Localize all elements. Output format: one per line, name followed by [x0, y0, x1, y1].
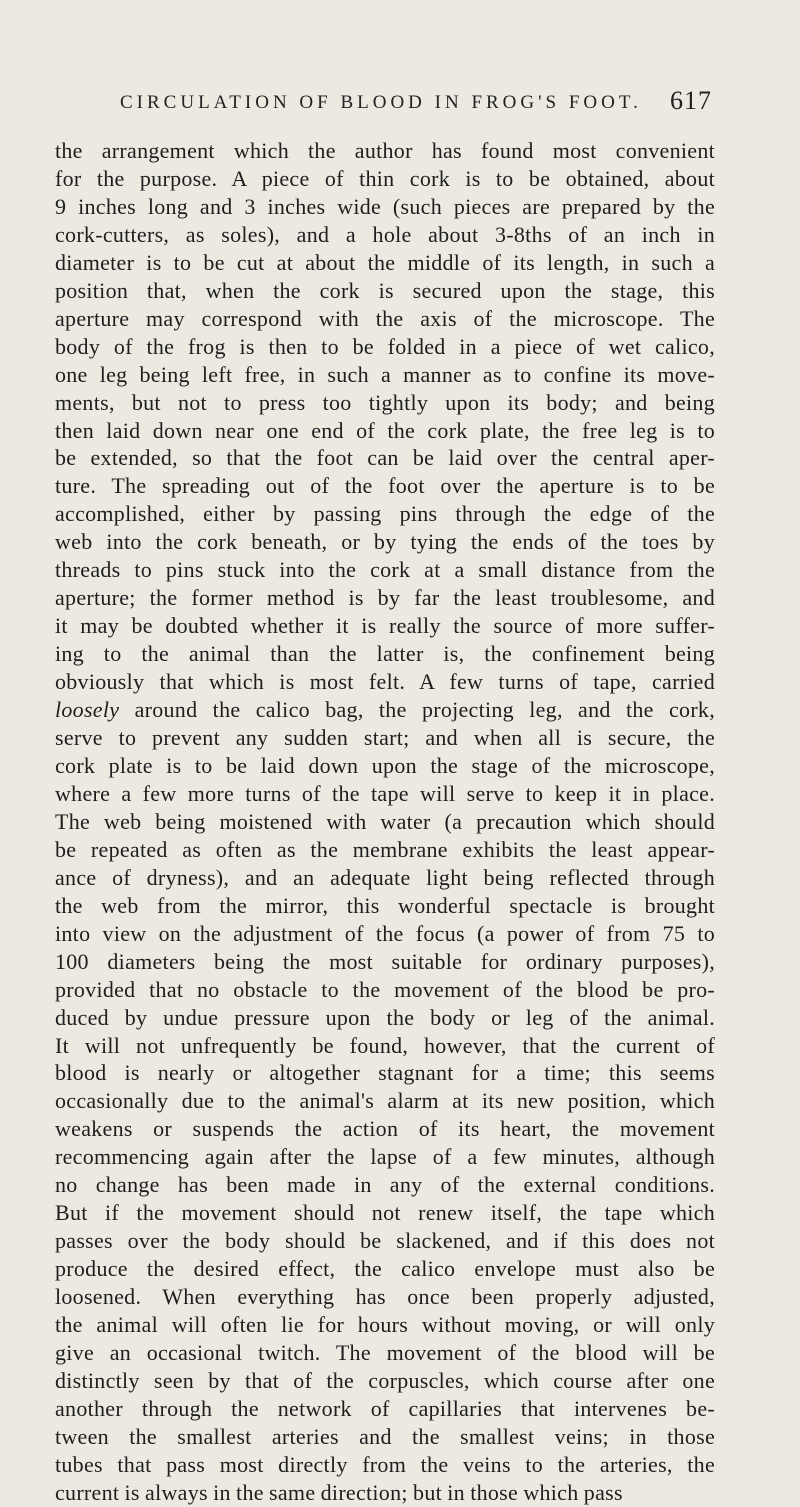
text-line: body of the frog is then to be folded in a piece of wet calico, — [55, 333, 715, 359]
text-line: accomplished, either by passing pins through the edge of the — [55, 501, 715, 527]
text-line: obviously that which is most felt. A few turns of tape, carried — [55, 669, 715, 695]
text-line: be repeated as often as the membrane exhibits the least appear- — [55, 836, 715, 862]
text-line: aperture; the former method is by far the least troublesome, and — [55, 585, 715, 611]
text-line: distinctly seen by that of the corpuscles, which course after one — [55, 1367, 715, 1393]
text-line: into view on the adjustment of the focus (a power of from 75 to — [55, 920, 715, 946]
text-line: ments, but not to press too tightly upon its body; and being — [55, 389, 715, 415]
text-line: threads to pins stuck into the cork at a small distance from the — [55, 557, 715, 583]
text-line: no change has been made in any of the external conditions. — [55, 1172, 715, 1198]
text-line: ture. The spreading out of the foot over the aperture is to be — [55, 473, 715, 499]
text-line: web into the cork beneath, or by tying the ends of the toes by — [55, 529, 715, 555]
page-number: 617 — [670, 86, 712, 115]
text-line: the animal will often lie for hours without moving, or will only — [55, 1312, 715, 1338]
italic-word: loosely — [55, 697, 120, 723]
text-line: produce the desired effect, the calico envelope must also be — [55, 1256, 715, 1282]
text-line: loosened. When everything has once been properly adjusted, — [55, 1284, 715, 1310]
text-line: current is always in the same direction; but in those which pass — [55, 1479, 623, 1505]
text-line: But if the movement should not renew itself, the tape which — [55, 1200, 715, 1226]
text-line: duced by undue pressure upon the body or leg of the animal. — [55, 1004, 715, 1030]
text-line-with-italic — [55, 696, 715, 724]
text-line: cork plate is to be laid down upon the stage of the microscope, — [55, 752, 715, 778]
text-line: tubes that pass most directly from the veins to the arteries, the — [55, 1451, 715, 1477]
text-line: cork-cutters, as soles), and a hole about 3-8ths of an inch in — [55, 221, 715, 247]
text-line-remainder: around the calico bag, the projecting leg, and the cork, — [134, 697, 715, 723]
text-line: ance of dryness), and an adequate light being reflected through — [55, 864, 715, 890]
text-line: passes over the body should be slackened, and if this does not — [55, 1228, 715, 1254]
text-line: recommencing again after the lapse of a few minutes, although — [55, 1144, 715, 1170]
text-line: another through the network of capillaries that intervenes be- — [55, 1395, 715, 1421]
text-line: provided that no obstacle to the movement of the blood be pro- — [55, 976, 715, 1002]
text-line: it may be doubted whether it is really the source of more suffer- — [55, 613, 715, 639]
text-line: where a few more turns of the tape will serve to keep it in place. — [55, 780, 715, 806]
text-line: position that, when the cork is secured upon the stage, this — [55, 277, 715, 303]
text-line: ing to the animal than the latter is, the confinement being — [55, 641, 715, 667]
running-head-title: CIRCULATION OF BLOOD IN FROG'S FOOT. — [120, 92, 642, 113]
text-line: for the purpose. A piece of thin cork is to be obtained, about — [55, 165, 715, 191]
body-text — [55, 137, 715, 1507]
text-line: aperture may correspond with the axis of the microscope. The — [55, 305, 715, 331]
text-line: diameter is to be cut at about the middle of its length, in such a — [55, 249, 715, 275]
text-line: The web being moistened with water (a precaution which should — [55, 808, 715, 834]
text-line: 9 inches long and 3 inches wide (such pieces are prepared by the — [55, 193, 715, 219]
text-line: serve to prevent any sudden start; and when all is secure, the — [55, 725, 715, 751]
text-line: the arrangement which the author has found most convenient — [55, 138, 715, 163]
text-line: be extended, so that the foot can be laid over the central aper- — [55, 445, 715, 471]
text-line: occasionally due to the animal's alarm at its new position, which — [55, 1088, 715, 1114]
text-line: 100 diameters being the most suitable for ordinary purposes), — [55, 948, 715, 974]
text-line: give an occasional twitch. The movement of the blood will be — [55, 1339, 715, 1365]
running-head — [120, 84, 712, 124]
text-line: tween the smallest arteries and the smallest veins; in those — [55, 1423, 715, 1449]
text-line: the web from the mirror, this wonderful spectacle is brought — [55, 892, 715, 918]
text-line: It will not unfrequently be found, however, that the current of — [55, 1032, 715, 1058]
text-line: one leg being left free, in such a manner as to confine its move- — [55, 361, 715, 387]
text-line: weakens or suspends the action of its heart, the movement — [55, 1116, 715, 1142]
text-line: then laid down near one end of the cork plate, the free leg is to — [55, 417, 715, 443]
text-line: blood is nearly or altogether stagnant for a time; this seems — [55, 1060, 715, 1086]
